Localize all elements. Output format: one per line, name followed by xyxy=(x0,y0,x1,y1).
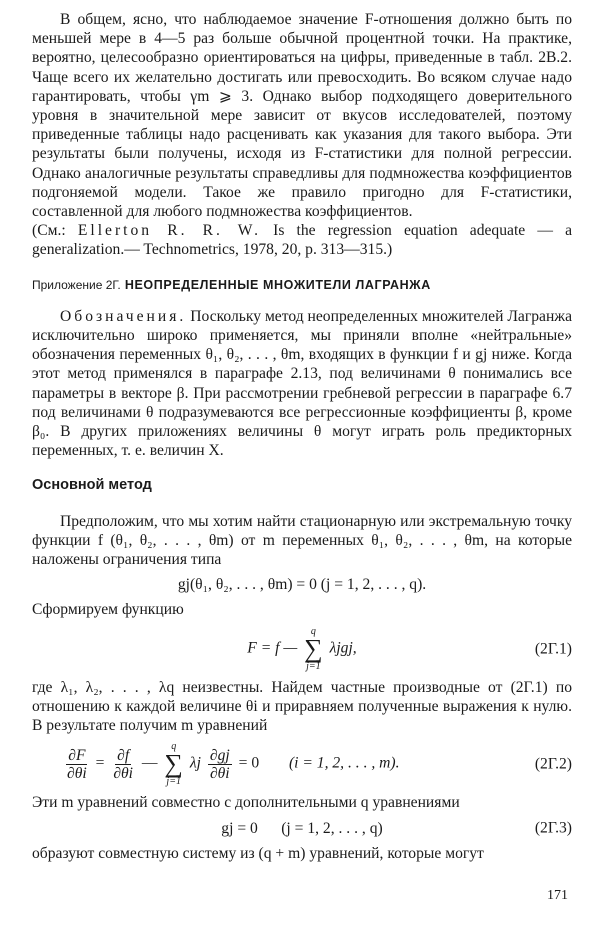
paragraph-form-function: Сформируем функцию xyxy=(32,601,184,619)
fraction-denominator: ∂θi xyxy=(67,764,87,782)
equation-2g3-body: gj = 0 (j = 1, 2, . . . , q) xyxy=(221,819,383,837)
equals-sign: = xyxy=(95,754,105,772)
sum-lower-limit: j=1 xyxy=(166,776,181,788)
appendix-heading xyxy=(32,276,572,295)
citation-rest: Is the regression equation adequate — a generalization.— Technometrics, 1978, 20, p. 313—315.) xyxy=(32,222,572,259)
page-number: 171 xyxy=(547,888,568,903)
eq1-rhs: λjgj, xyxy=(329,639,357,657)
equation-2g3 xyxy=(32,819,572,838)
paragraph-additional-equations: Эти m уравнений совместно с дополнительными q уравнениями xyxy=(32,794,460,812)
appendix-title: НЕОПРЕДЕЛЕННЫЕ МНОЖИТЕЛИ ЛАГРАНЖА xyxy=(124,277,431,292)
fraction-denominator: ∂θi xyxy=(209,764,230,782)
equation-2g1-body xyxy=(32,626,572,672)
paragraph-stationary-point: Предположим, что мы хотим найти стационарную или экстремальную точку функции f (θ₁, θ₂, . . . , θm) от m переменных θ₁, θ₂, . . . , θm, на которые наложены ограничения типа xyxy=(32,512,572,569)
lambda-j: λj xyxy=(189,754,201,772)
notation-text: Поскольку метод неопределенных множителей Лагранжа исключительно широко применяется, мы приняли вполне «нейтральные» обозначения переменных θ₁, θ₂, . . . , θm, входящих в функции f и gj ниже. Когда этот метод применялся в параграфе 2.13, под величинами θ понимались все параметры в векторе β. При рассмотрении гребневой регрессии в параграфе 6.7 под величинами θ подразумеваются все регрессионные коэффициенты β, кроме β₀. В других приложениях величины θ могут играть роль предикторных переменных, т. е. величин X. xyxy=(32,307,572,460)
fraction-numerator: ∂f xyxy=(117,746,130,764)
section-heading: Основной метод xyxy=(32,477,152,494)
minus-sign: — xyxy=(141,754,158,772)
paragraph-f-ratio: В общем, ясно, что наблюдаемое значение F-отношения должно быть по меньшей мере в 4—5 раз больше обычной процентной точки. На практике, вероятно, целесообразно ориентироваться на цифры, приведенные в табл. 2В.2. Чаще всего их желательно достигать или превосходить. Во всяком случае надо гарантировать, чтобы γm ⩾ 3. Однако выбор подходящего доверительного уровня в значительной мере зависит от вкусов исследователей, поэтому приведенные таблицы надо расценивать как указания для такого выбора. Эти результаты были получены, исходя из F-статистики для полной регрессии. Однако аналогичные результаты справедливы для подмножества коэффициентов подгоняемой модели. Такое же правило пригодно для F-статистики, составленной для любого подмножества коэффициентов. xyxy=(32,11,572,221)
equation-number: (2Г.2) xyxy=(534,755,572,773)
citation-author: Ellerton R. R. W. xyxy=(77,222,261,240)
sum-symbol xyxy=(304,626,323,672)
fraction xyxy=(65,747,89,782)
sum-lower-limit: j=1 xyxy=(306,660,321,672)
citation-prefix: (См.: xyxy=(32,222,78,240)
sum-symbol xyxy=(164,741,183,787)
equation-number: (2Г.1) xyxy=(534,640,572,658)
fraction-numerator: ∂gj xyxy=(209,746,230,764)
equation-2g2-body xyxy=(32,741,572,787)
notation-lead: Обозначения. xyxy=(60,307,187,325)
eq2-rhs: = 0 xyxy=(238,754,260,772)
fraction-denominator: ∂θi xyxy=(113,764,134,782)
paragraph-notation xyxy=(32,307,572,461)
fraction xyxy=(208,747,232,782)
citation xyxy=(32,221,572,259)
sum-upper-limit: q xyxy=(310,625,316,637)
equation-2g2 xyxy=(32,741,572,787)
fraction xyxy=(111,747,135,782)
equation-2g1 xyxy=(32,626,572,672)
fraction-numerator: ∂F xyxy=(68,746,86,764)
constraint-equation xyxy=(32,575,572,594)
appendix-prefix: Приложение 2Г. xyxy=(32,277,121,292)
equation-number: (2Г.3) xyxy=(534,819,572,837)
sigma-icon: ∑ xyxy=(304,633,323,663)
eq2-range: (i = 1, 2, . . . , m). xyxy=(288,754,400,772)
eq1-lhs: F = f — xyxy=(247,639,298,657)
paragraph-system: образуют совместную систему из (q + m) уравнений, которые могут xyxy=(32,844,484,862)
paragraph-partial-derivatives: где λ₁, λ₂, . . . , λq неизвестны. Найдем частные производные от (2Г.1) по отношению к каждой величине θi и приравняем полученные выражения к нулю. В результате получим m уравнений xyxy=(32,678,572,735)
sigma-icon: ∑ xyxy=(164,749,183,779)
sum-upper-limit: q xyxy=(171,741,177,753)
constraint-body: gj(θ₁, θ₂, . . . , θm) = 0 (j = 1, 2, . . . , q). xyxy=(177,576,427,594)
